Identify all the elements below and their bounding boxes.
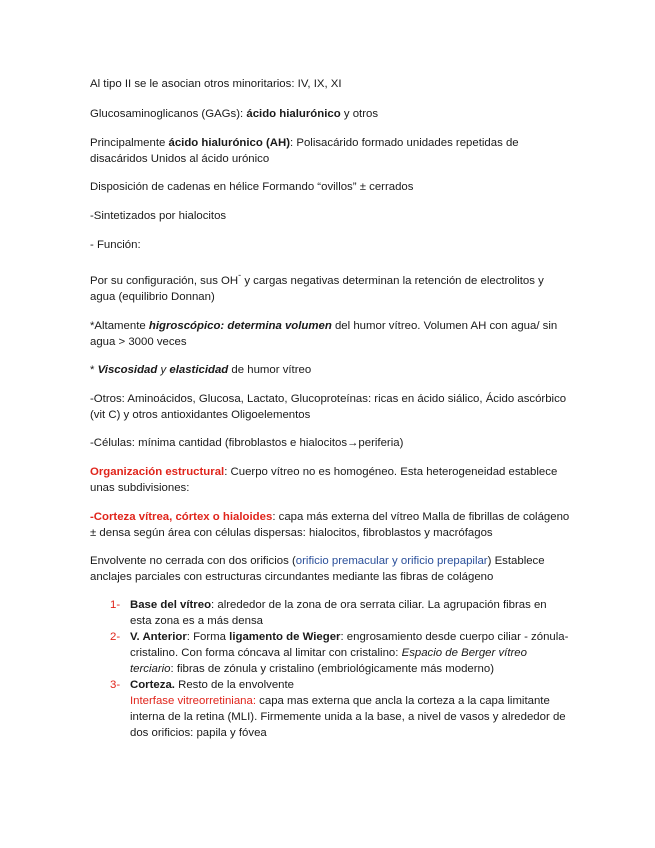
list-item: 2- V. Anterior: Forma ligamento de Wieger: engrosamiento desde cuerpo ciliar - zónula-cristalino. Con forma cóncava al limitar con cristalino: Espacio de Berger vítreo terciario: fibras de zónula y cristalino (embriológicamente más moderno) <box>110 631 569 675</box>
paragraph-hygroscopic: *Altamente higroscópico: determina volumen del humor vítreo. Volumen AH con agua/ sin agua > 3000 veces <box>90 320 558 348</box>
paragraph-synthesized: -Sintetizados por hialocitos <box>90 210 227 222</box>
paragraph-function: - Función: <box>90 239 141 251</box>
list-item: 3- Corteza. Resto de la envolvente Interfase vitreorretiniana: capa mas externa que ancla la corteza a la capa limitante interna de la retina (MLI). Firmemente unida a la base, a nivel de vasos y alrededor de dos orificios: papila y fóvea <box>110 679 566 739</box>
paragraph-cortex: -Corteza vítrea, córtex o hialoides: capa más externa del vítreo Malla de fibrillas de colágeno ± densa según área con células dispersas: hialocitos, fibroblastos y macrófagos <box>90 511 570 539</box>
paragraph-configuration: Por su configuración, sus OH- y cargas negativas determinan la retención de electrolitos y agua (equilibrio Donnan) <box>90 270 544 303</box>
paragraph-collagen-types: Al tipo II se le asocian otros minoritarios: IV, IX, XI <box>90 78 342 90</box>
paragraph-gags: Glucosaminoglicanos (GAGs): ácido hialurónico y otros <box>90 108 379 120</box>
paragraph-others: -Otros: Aminoácidos, Glucosa, Lactato, Glucoproteínas: ricas en ácido siálico, Ácido ascórbico (vit C) y otros antioxidantes Oligoelementos <box>90 393 567 421</box>
paragraph-viscosity: * Viscosidad y elasticidad de humor vítreo <box>90 364 312 376</box>
numbered-list <box>90 597 570 741</box>
paragraph-hyaluronic-acid: Principalmente ácido hialurónico (AH): Polisacárido formado unidades repetidas de disacáridos Unidos al ácido urónico <box>90 137 519 165</box>
paragraph-structural-organization: Organización estructural: Cuerpo vítreo no es homogéneo. Esta heterogeneidad establece unas subdivisiones: <box>90 466 558 494</box>
paragraph-cells: -Células: mínima cantidad (fibroblastos e hialocitos→periferia) <box>90 437 404 449</box>
list-item: 1- Base del vítreo: alrededor de la zona de ora serrata ciliar. La agrupación fibras en esta zona es a más densa <box>110 599 547 627</box>
paragraph-helix: Disposición de cadenas en hélice Formando “ovillos” ± cerrados <box>90 181 414 193</box>
paragraph-envelope: Envolvente no cerrada con dos orificios (orificio premacular y orificio prepapilar) Establece anclajes parciales con estructuras circundantes mediante las fibras de colágeno <box>90 555 545 583</box>
